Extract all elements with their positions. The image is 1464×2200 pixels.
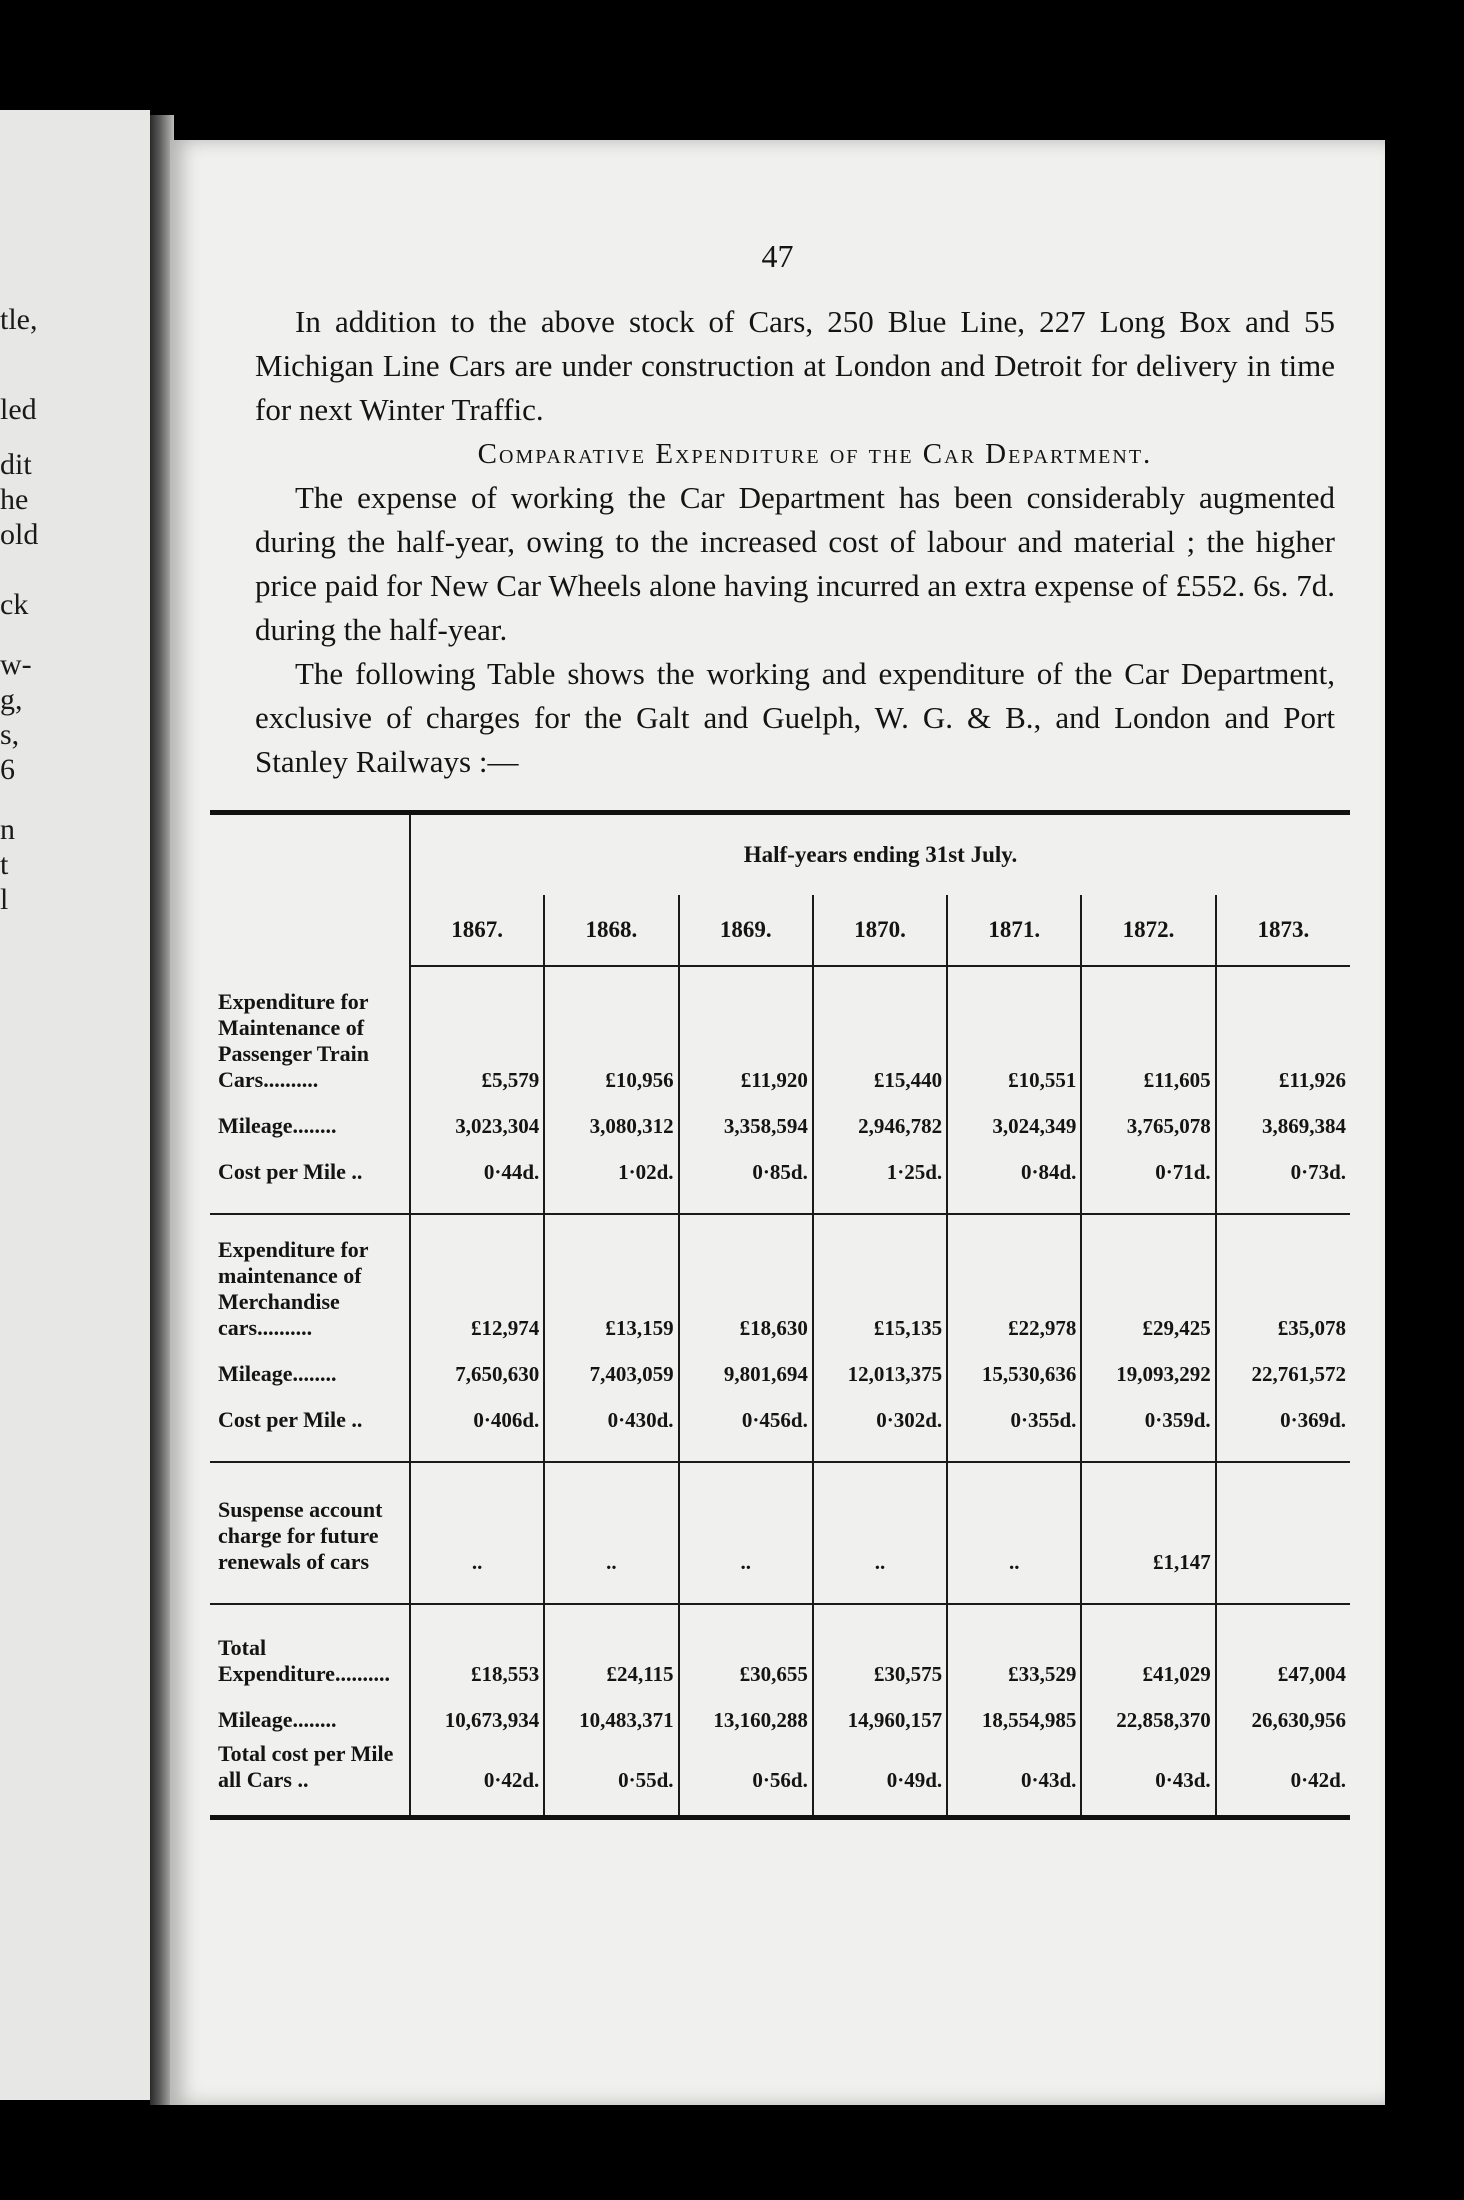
left-fragment: t [0,848,9,881]
table-cell: 0·56d. [679,1733,813,1793]
table-row [210,1237,1350,1341]
table-cell: 0·355d. [947,1387,1081,1433]
table-cell: 0·84d. [947,1139,1081,1185]
table-cell: .. [679,1485,813,1575]
year-header: 1867. [410,895,544,966]
table-cell: £13,159 [544,1237,678,1341]
table-cell: 3,023,304 [410,1093,544,1139]
row-label: Cost per Mile .. [218,1159,363,1184]
left-fragment: n [0,813,15,846]
table-cell: £29,425 [1081,1237,1215,1341]
table-cell: 3,358,594 [679,1093,813,1139]
left-fragment: 6 [0,753,15,786]
left-fragment: s, [0,718,20,751]
table-corner [210,813,410,896]
table-cell: £41,029 [1081,1627,1215,1687]
table-cell: 22,761,572 [1216,1341,1350,1387]
left-fragment: old [0,518,39,551]
table-cell: £12,974 [410,1237,544,1341]
table-cell: 9,801,694 [679,1341,813,1387]
table-cell: 14,960,157 [813,1687,947,1733]
table-cell: £1,147 [1081,1485,1215,1575]
expenditure-table-wrapper [210,810,1350,1820]
table-cell: £33,529 [947,1627,1081,1687]
table-cell: 7,403,059 [544,1341,678,1387]
year-header: 1868. [544,895,678,966]
table-corner [210,895,410,966]
paragraph: The expense of working the Car Department has been considerably augmented during the half-year, owing to the increased cost of labour and material ; the higher price paid for New Car Wheels alone having incurred an extra expense of £552. 6s. 7d. during the half-year. [255,480,1335,647]
table-span-header: Half-years ending 31st July. [410,813,1350,896]
table-cell: 10,673,934 [410,1687,544,1733]
row-label: Cost per Mile .. [218,1407,363,1432]
table-cell: 0·49d. [813,1733,947,1793]
table-row [210,1687,1350,1733]
table-cell: £18,553 [410,1627,544,1687]
table-cell [1216,1485,1350,1575]
left-fragment: g, [0,683,23,716]
table-cell: 18,554,985 [947,1687,1081,1733]
table-cell: 19,093,292 [1081,1341,1215,1387]
group-divider [210,1575,1350,1604]
year-header: 1869. [679,895,813,966]
table-cell: £15,135 [813,1237,947,1341]
left-fragment: ck [0,588,29,621]
table-cell: 1·02d. [544,1139,678,1185]
table-cell: 0·406d. [410,1387,544,1433]
row-label: Mileage........ [218,1707,337,1732]
expenditure-table [210,810,1350,1820]
table-cell: 2,946,782 [813,1093,947,1139]
table-cell: 0·73d. [1216,1139,1350,1185]
table-cell: 0·42d. [410,1733,544,1793]
table-cell: 15,530,636 [947,1341,1081,1387]
table-cell: .. [947,1485,1081,1575]
table-cell: 12,013,375 [813,1341,947,1387]
table-cell: £11,920 [679,989,813,1093]
table-cell: £10,956 [544,989,678,1093]
table-cell: 0·85d. [679,1139,813,1185]
table-cell: £11,926 [1216,989,1350,1093]
row-label: Mileage........ [218,1113,337,1138]
left-fragment: l [0,883,9,916]
table-cell: 10,483,371 [544,1687,678,1733]
table-cell: .. [410,1485,544,1575]
left-fragment: dit [0,448,32,481]
table-row [210,1387,1350,1433]
left-fragment: w- [0,648,32,681]
table-cell: £30,575 [813,1627,947,1687]
table-cell: .. [813,1485,947,1575]
table-cell: 0·55d. [544,1733,678,1793]
table-row [210,1485,1350,1575]
table-cell: 0·42d. [1216,1733,1350,1793]
left-fragment: led [0,393,37,426]
table-cell: £47,004 [1216,1627,1350,1687]
table-cell: 3,024,349 [947,1093,1081,1139]
row-label: Suspense account charge for future renewals of cars [218,1497,383,1574]
table-cell: £5,579 [410,989,544,1093]
row-label: Expenditure for Maintenance of Passenger Train Cars.......... [218,989,369,1092]
table-cell: 0·43d. [947,1733,1081,1793]
table-cell: £24,115 [544,1627,678,1687]
table-row [210,1139,1350,1185]
adjacent-page-fragment [0,110,150,2100]
group-divider [210,1433,1350,1462]
left-fragment: tle, [0,303,38,336]
table-row [210,1341,1350,1387]
left-fragment: he [0,483,29,516]
body-text [255,300,1335,784]
table-cell: £15,440 [813,989,947,1093]
table-cell: 0·302d. [813,1387,947,1433]
table-cell: 0·359d. [1081,1387,1215,1433]
table-cell: £18,630 [679,1237,813,1341]
row-label: Mileage........ [218,1361,337,1386]
table-cell: 3,765,078 [1081,1093,1215,1139]
table-cell: 0·44d. [410,1139,544,1185]
year-header: 1870. [813,895,947,966]
table-cell: 0·71d. [1081,1139,1215,1185]
year-header: 1872. [1081,895,1215,966]
table-cell: 0·430d. [544,1387,678,1433]
table-cell: £30,655 [679,1627,813,1687]
paragraph: In addition to the above stock of Cars, 250 Blue Line, 227 Long Box and 55 Michigan Line Cars are under construction at London and Detroit for delivery in time for next Winter Traffic. [255,304,1335,427]
table-cell: 13,160,288 [679,1687,813,1733]
table-row [210,989,1350,1093]
table-cell: 1·25d. [813,1139,947,1185]
table-cell: .. [544,1485,678,1575]
table-cell: 26,630,956 [1216,1687,1350,1733]
table-row [210,1093,1350,1139]
table-cell: £35,078 [1216,1237,1350,1341]
table-row [210,1627,1350,1687]
table-cell: 7,650,630 [410,1341,544,1387]
table-cell: 22,858,370 [1081,1687,1215,1733]
table-cell: 0·369d. [1216,1387,1350,1433]
table-cell: £11,605 [1081,989,1215,1093]
table-cell: £10,551 [947,989,1081,1093]
year-header: 1871. [947,895,1081,966]
section-heading: Comparative Expenditure of the Car Department. [477,438,1153,470]
year-header-row [210,895,1350,966]
paragraph: The following Table shows the working and expenditure of the Car Department, exclusive of charges for the Galt and Guelph, W. G. & B., and London and Port Stanley Railways :— [255,656,1335,779]
table-cell: 3,869,384 [1216,1093,1350,1139]
table-cell: 0·456d. [679,1387,813,1433]
table-cell: £22,978 [947,1237,1081,1341]
row-label: Total cost per Mile all Cars .. [218,1741,394,1792]
year-header: 1873. [1216,895,1350,966]
table-cell: 3,080,312 [544,1093,678,1139]
group-divider [210,1185,1350,1214]
table-cell: 0·43d. [1081,1733,1215,1793]
document-page [170,140,1385,2105]
row-label: Expenditure for maintenance of Merchandise cars.......... [218,1237,369,1340]
page-number: 47 [761,238,794,274]
table-row [210,1733,1350,1793]
row-label: Total Expenditure.......... [218,1635,390,1686]
